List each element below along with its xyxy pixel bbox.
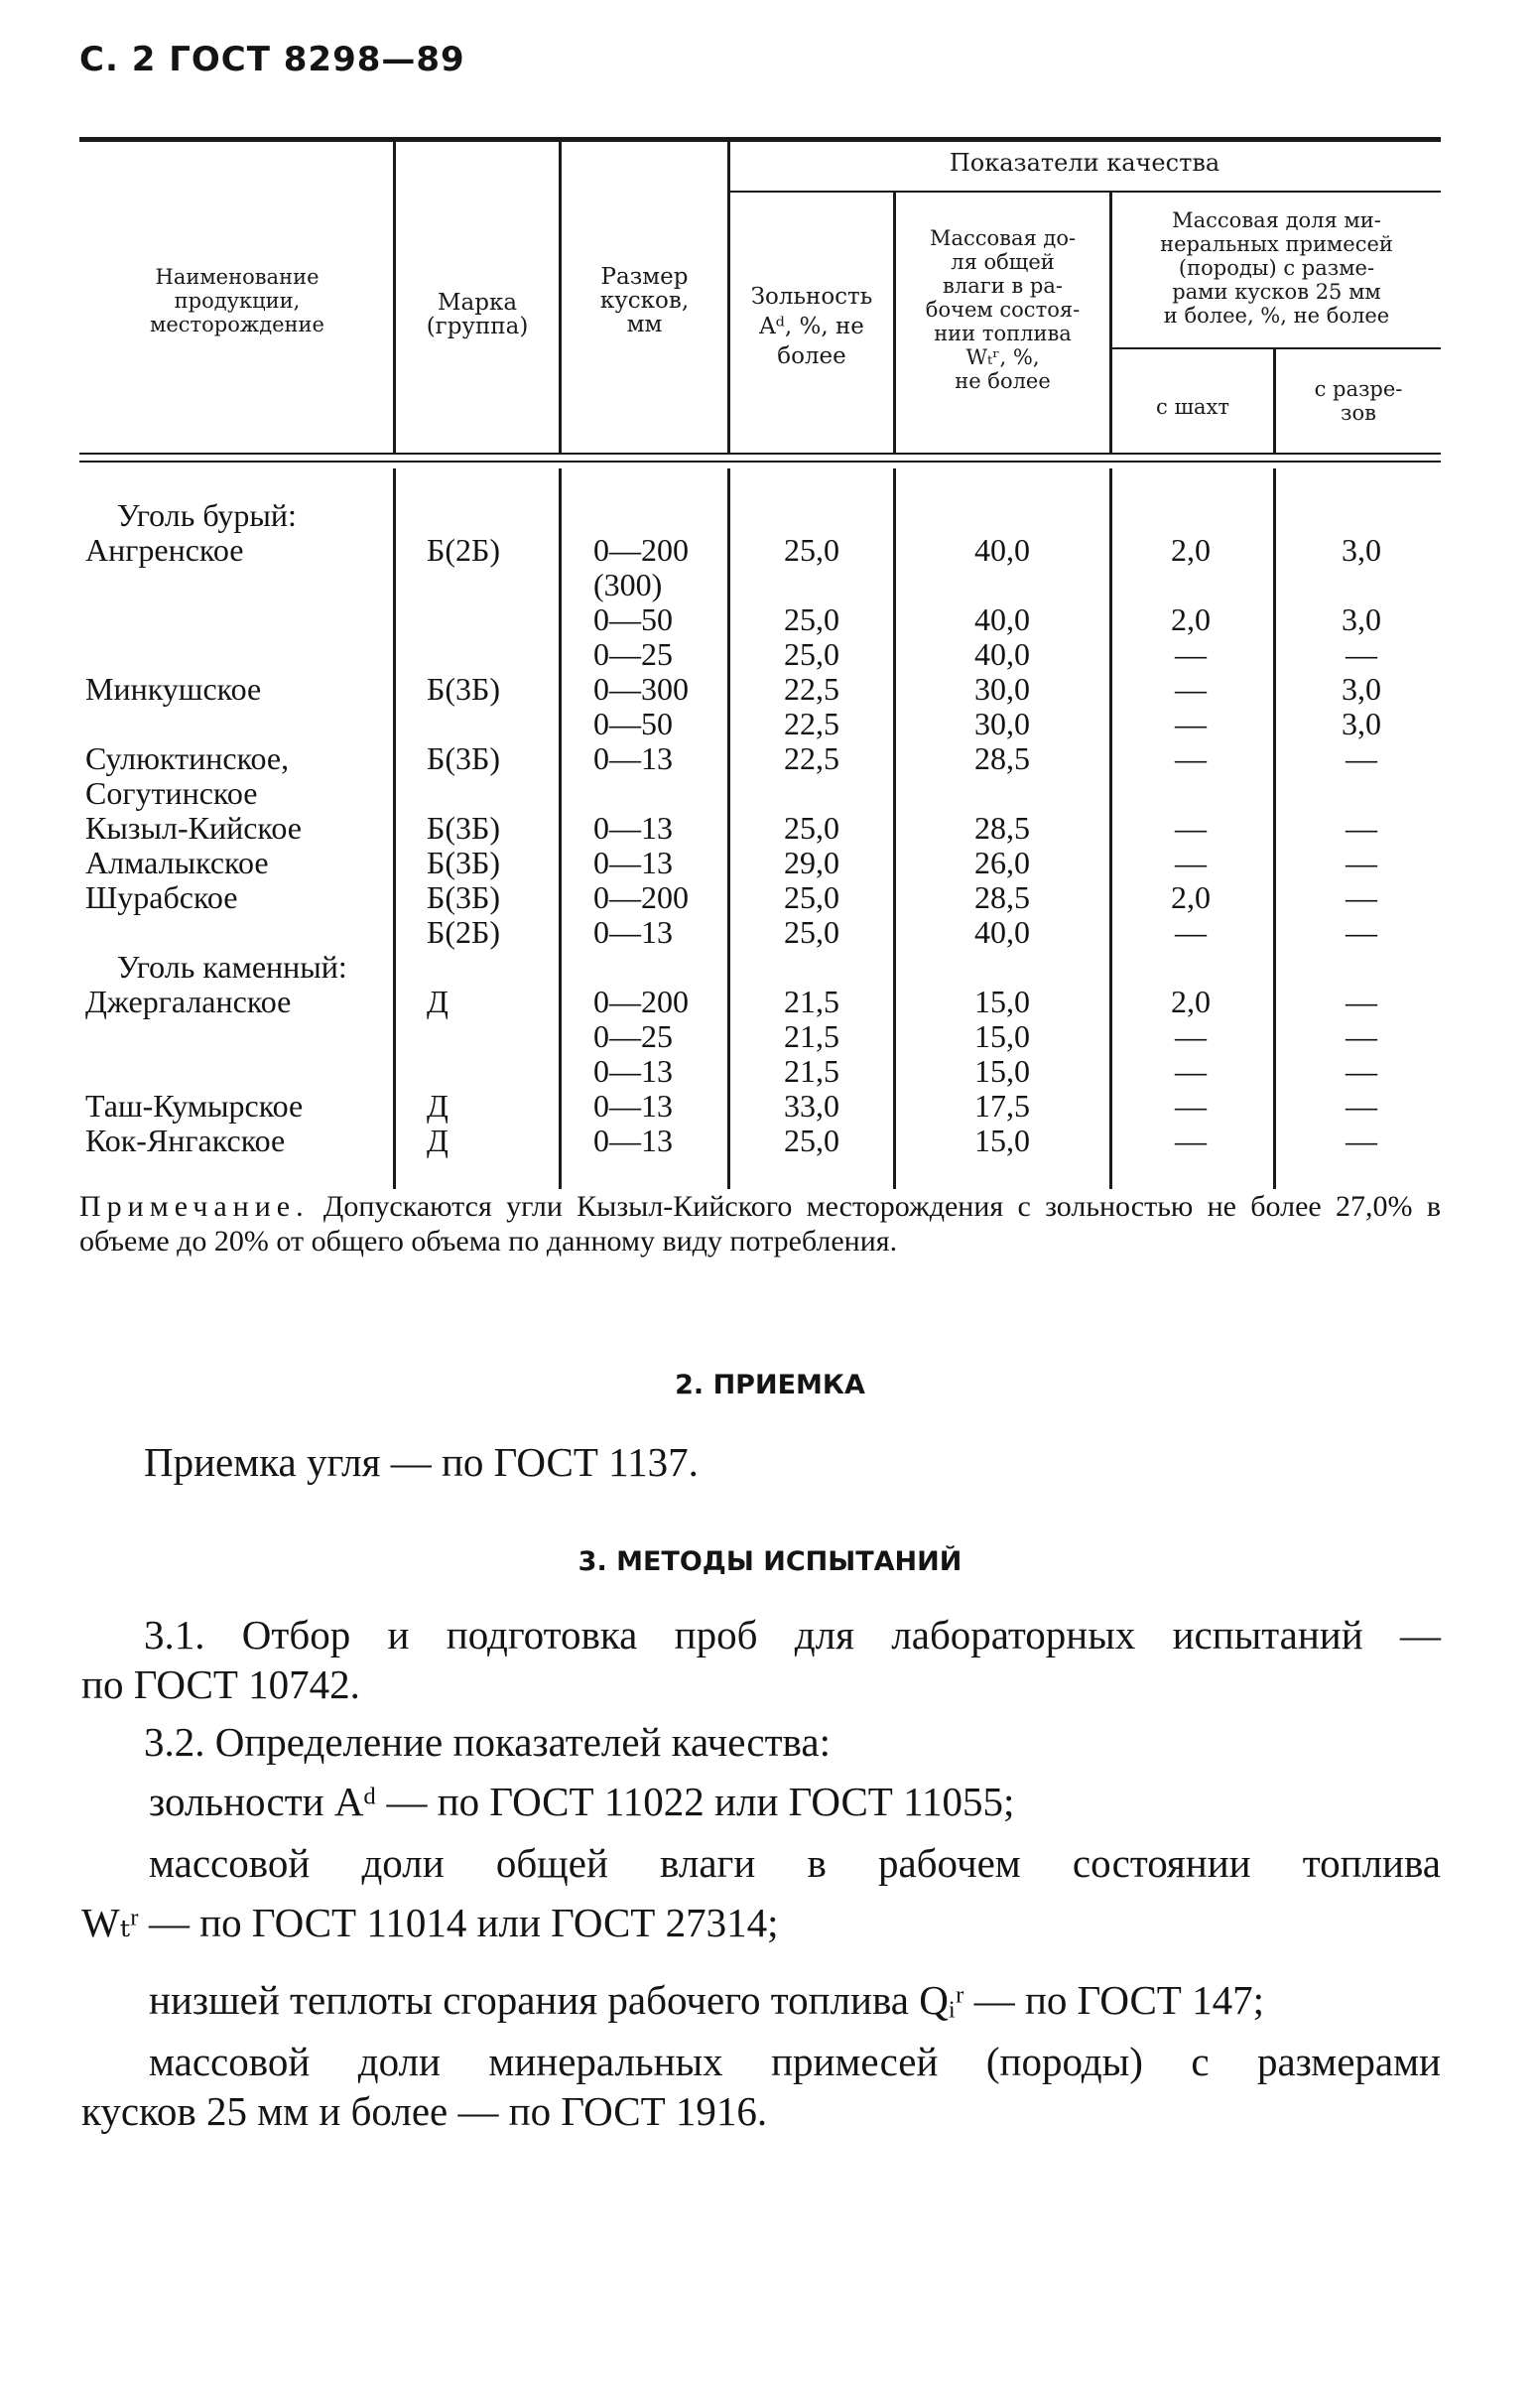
header-open-pit: с разре- зов [1314,377,1403,425]
body-divider [559,468,562,1189]
ash-method: зольности Aᵈ — по ГОСТ 11022 или ГОСТ 11055; [149,1779,1015,1824]
body-divider [727,468,730,1189]
section-2-text: Приемка угля — по ГОСТ 1137. [144,1439,699,1485]
header-mineral-group: Массовая доля ми- неральных примесей (породы) с разме- рами кусков 25 мм и более, %, не более [1160,208,1393,328]
header-size: Размер кусков, мм [599,264,690,337]
page-header: С. 2 ГОСТ 8298—89 [79,40,465,79]
body-divider [1109,468,1112,1189]
note-text: Допускаются угли Кызыл-Кийского месторождения с зольностью не более 27,0% в объеме до 20% от общего объема по данному виду потребления. [79,1190,1441,1258]
clause-3-2: 3.2. Определение показателей качества: [144,1719,831,1765]
group-header: Показатели качества [949,149,1220,177]
mineral-method-continued: кусков 25 мм и более — по ГОСТ 1916. [81,2088,768,2134]
body-divider [393,468,396,1189]
body-divider [893,468,896,1189]
heat-method: низшей теплоты сгорания рабочего топлива Qᵢʳ — по ГОСТ 147; [149,1977,1264,2023]
clause-3-1: 3.1. Отбор и подготовка проб для лабораторных испытаний — [144,1612,1441,1658]
header-name: Наименование продукции, месторождение [150,265,324,336]
clause-3-1-continued: по ГОСТ 10742. [81,1661,360,1707]
section-2-title: 2. ПРИЕМКА [675,1370,865,1400]
note-label: Примечание. [79,1190,310,1223]
header-moisture: Массовая до- ля общей влаги в ра- бочем состоя- нии топлива Wₜʳ, %, не более [925,226,1081,393]
moisture-method: массовой доли общей влаги в рабочем состоянии топлива [149,1840,1441,1886]
mineral-method: массовой доли минеральных примесей (породы) с размерами [149,2039,1441,2084]
table-top-rule [79,137,1441,142]
header-bottom-rule-1 [79,453,1441,455]
body-divider [1273,468,1276,1189]
moisture-method-continued: Wₜʳ — по ГОСТ 11014 или ГОСТ 27314; [81,1900,779,1945]
header-ash: Зольность Aᵈ, %, не более [750,284,873,369]
header-grade: Марка (группа) [426,290,529,339]
group-header-rule [728,191,1441,193]
header-mine: с шахт [1156,395,1229,419]
quality-table: Показатели качества Наименование продукции, месторождение Марка (группа) Размер кусков, мм Зольность Aᵈ, %, не более Массовая до- ля общей влаги в ра- бочем состоя- нии топлива Wₜʳ, %, не более Массовая доля ми- неральных примесей (породы) с разме- рами кусков 25 мм и более, %, не более с шахт с разре- зов Уголь бурый: Ангренское Б(2Б) 0—200 25,0 40,0 2,0 3,0 (300) 0—50 25,0 40,0 2,0 3,0 0—25 25,0 40,0 — — Минкушское Б(3Б) 0—300 22,5 30,0 — 3,0 0—50 22,5 30,0 — 3,0 Сулюктинское, Б(3Б) 0—13 22,5 28,5 — — Согутинское Кызыл-Кийское Б(3Б) 0—13 25,0 28,5 — — Алмалыкское Б(3Б) 0—13 29,0 26,0 — — Шурабское Б(3Б) 0—200 25,0 28,5 2,0 — Б(2Б) 0—13 25,0 40,0 — — Уголь каменный: Джергаланское Д 0—200 21,5 15,0 2,0 — 0—25 21,5 15,0 — — 0—13 21,5 15,0 — — Таш-Кумырское Д 0—13 33,0 17,5 — — Кок-Янгакское Д 0—13 25,0 15,0 — — [0,0,1540,1191]
table-note [79,1189,1441,1259]
section-3-title: 3. МЕТОДЫ ИСПЫТАНИЙ [578,1546,962,1577]
header-bottom-rule-2 [79,461,1441,463]
